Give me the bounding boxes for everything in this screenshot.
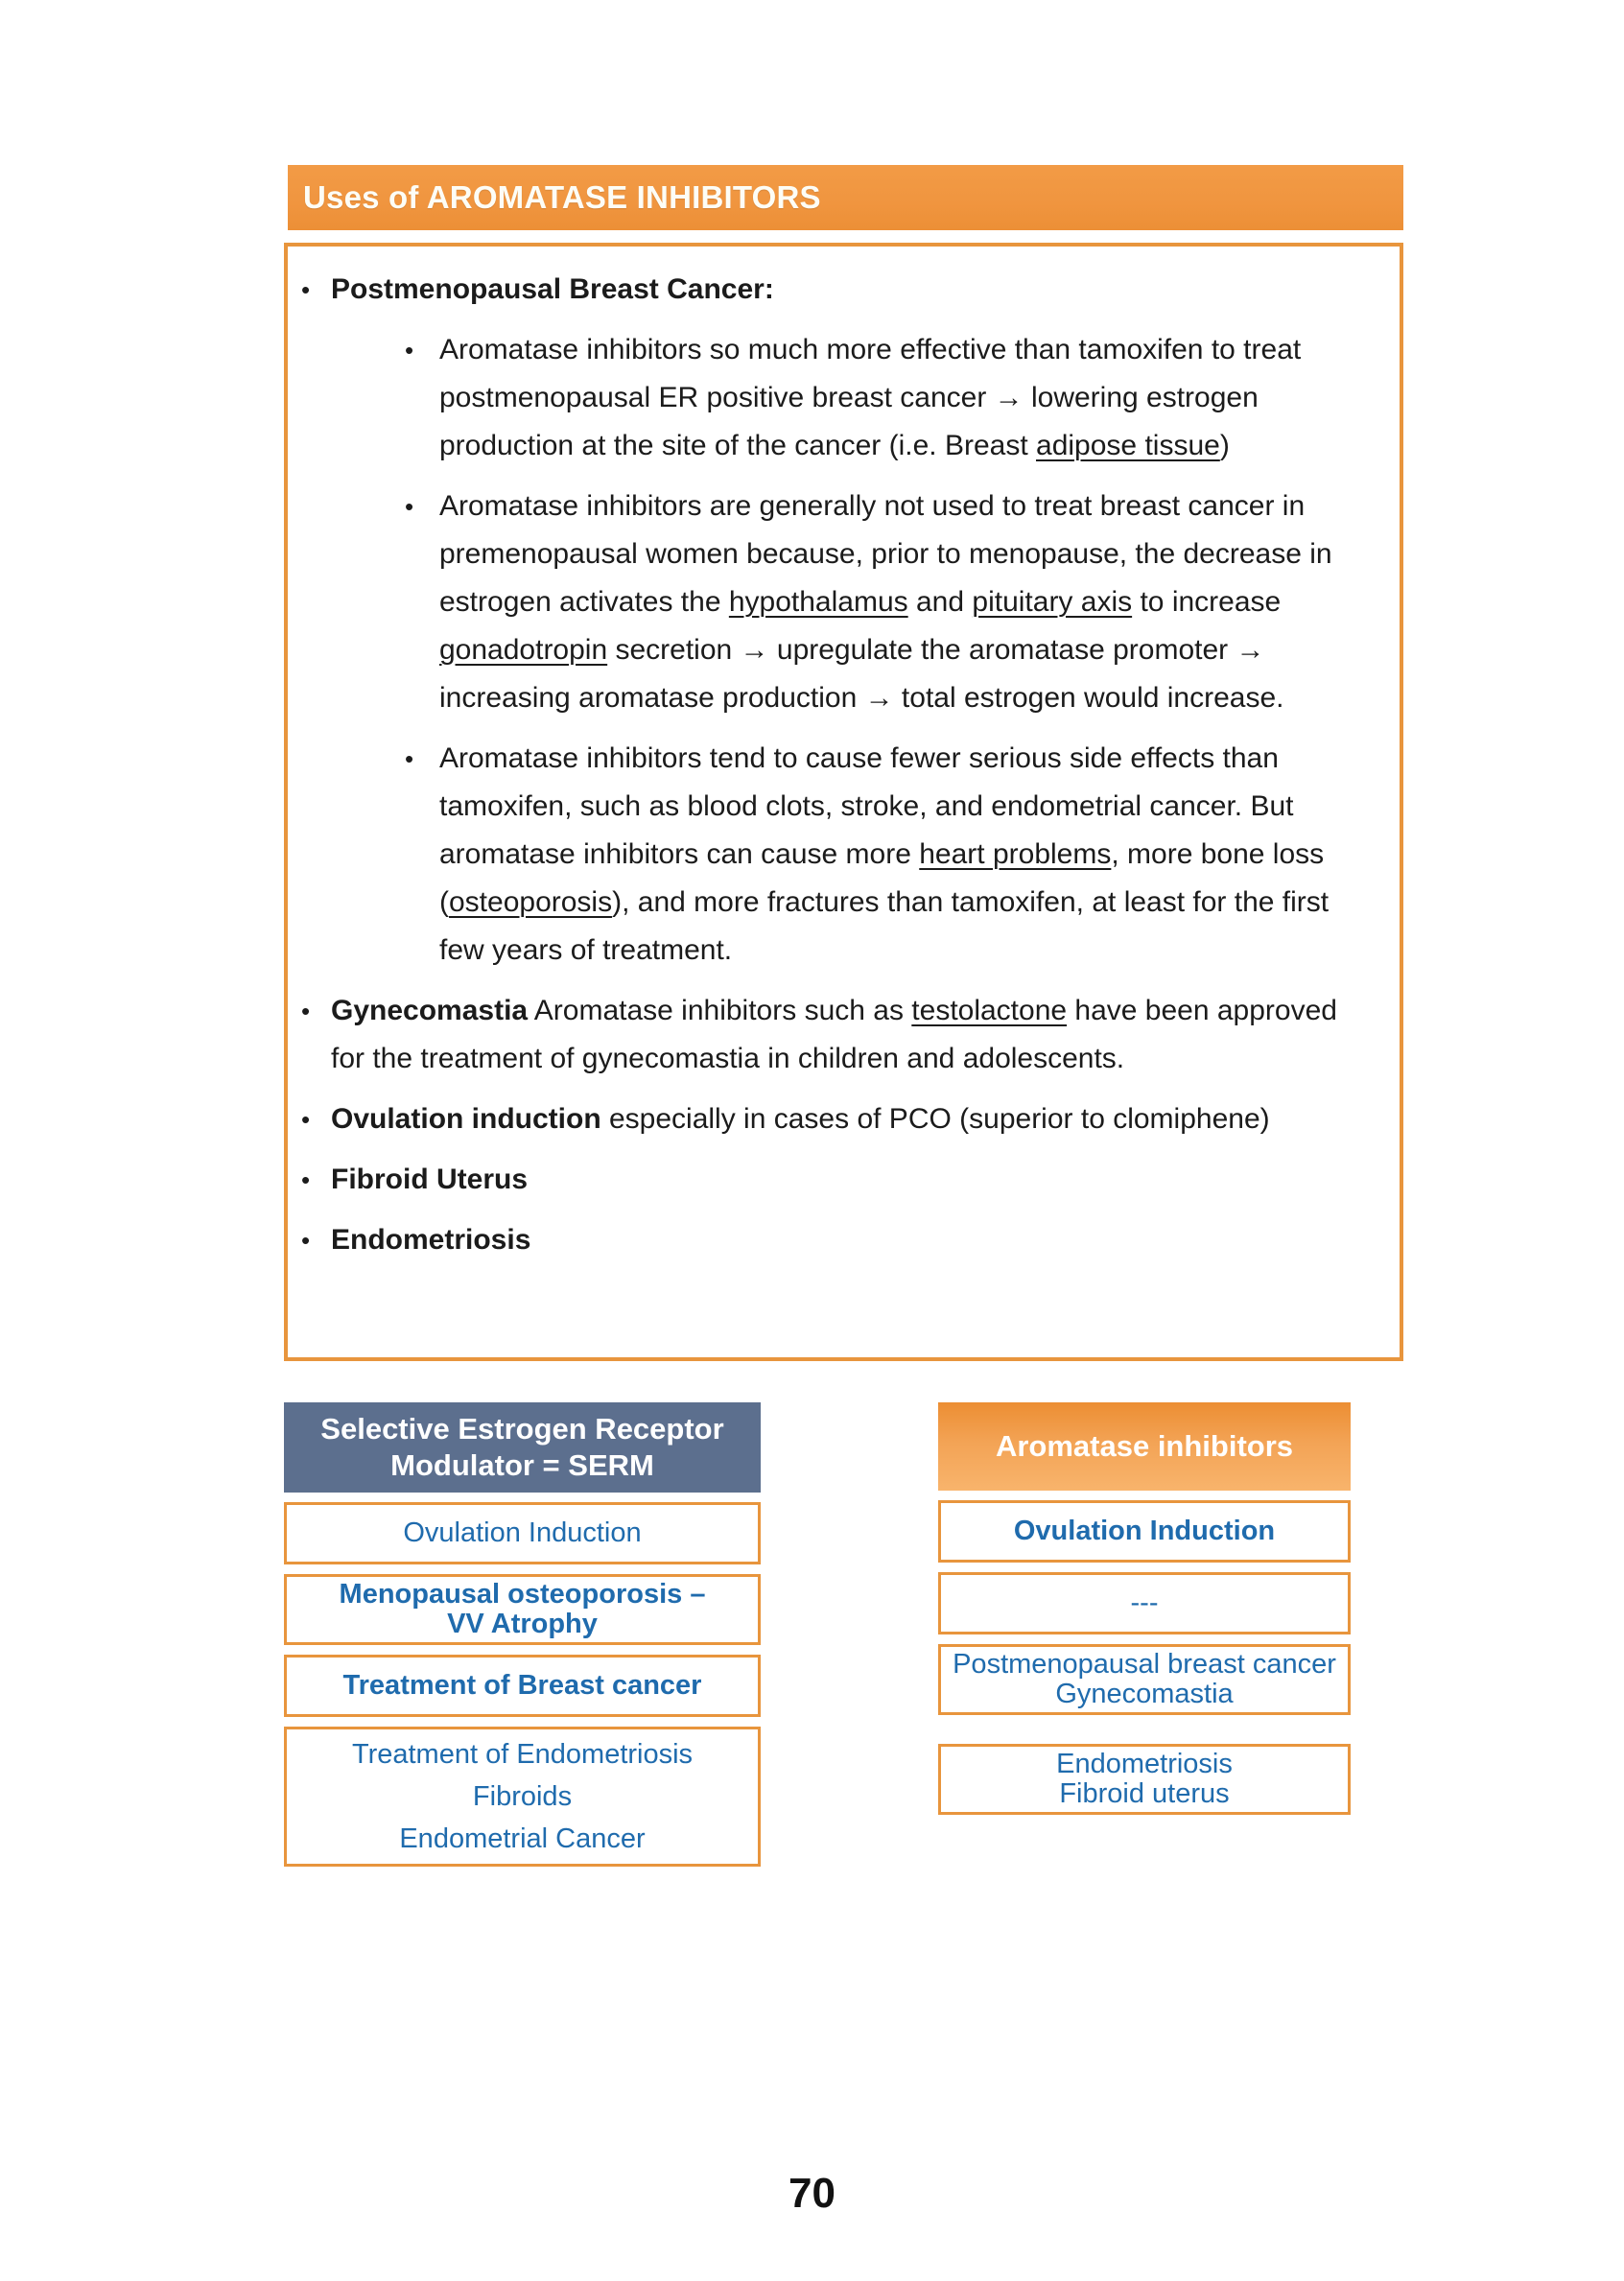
bullet-item	[288, 1095, 1388, 1143]
section-title: Uses of AROMATASE INHIBITORS	[303, 179, 821, 215]
bullet-item	[288, 1216, 1388, 1264]
table-row	[284, 1727, 761, 1867]
aromatase-table-rows	[938, 1500, 1351, 1815]
table-row-line: ---	[1130, 1587, 1159, 1618]
page-number: 70	[788, 2170, 836, 2217]
bullet-text: Gynecomastia Aromatase inhibitors such as testolactone have been approved for the treatment of gynecomastia in children and adolescents.	[331, 995, 1337, 1074]
bullet-dot: •	[405, 492, 414, 521]
table-row-line: Postmenopausal breast cancer	[953, 1649, 1336, 1680]
bullet-dot: •	[301, 275, 311, 304]
serm-table-rows	[284, 1502, 761, 1867]
table-row	[284, 1502, 761, 1564]
bullet-text: Aromatase inhibitors so much more effective than tamoxifen to treat postmenopausal ER positive breast cancer → lowering estrogen production at the site of the cancer (i.e. Breast adipose tissue)	[439, 334, 1302, 461]
bullet-list	[288, 266, 1388, 1264]
bullet-dot: •	[301, 997, 311, 1025]
bullet-item	[288, 266, 1388, 314]
bullet-text: Endometriosis	[331, 1224, 531, 1256]
table-row-line: Ovulation Induction	[403, 1517, 642, 1548]
bullet-item	[288, 735, 1388, 975]
bullet-item	[288, 326, 1388, 470]
table-row-line: Endometrial Cancer	[399, 1823, 646, 1854]
table-row	[938, 1572, 1351, 1634]
table-row-line: Fibroid uterus	[1059, 1778, 1230, 1809]
bullet-dot: •	[405, 336, 414, 364]
table-row-line: Fibroids	[472, 1781, 573, 1812]
table-row-line: Treatment of Endometriosis	[351, 1739, 694, 1770]
table-row-line: Ovulation Induction	[1013, 1516, 1276, 1546]
aromatase-table-header: Aromatase inhibitors	[938, 1402, 1351, 1491]
bullet-dot: •	[301, 1226, 311, 1255]
bullet-text: Postmenopausal Breast Cancer:	[331, 273, 774, 305]
serm-table-header: Selective Estrogen Receptor Modulator = SERM	[284, 1402, 761, 1493]
table-row-line: Gynecomastia	[1055, 1679, 1234, 1709]
table-row	[938, 1500, 1351, 1563]
bullet-item	[288, 1156, 1388, 1204]
bullet-item	[288, 987, 1388, 1083]
bullet-text: Ovulation induction especially in cases of PCO (superior to clomiphene)	[331, 1103, 1270, 1135]
bullet-text: Fibroid Uterus	[331, 1164, 529, 1195]
table-row	[938, 1644, 1351, 1715]
section-title-bar	[288, 165, 1403, 230]
bullet-dot: •	[301, 1105, 311, 1134]
content-box	[284, 243, 1403, 1361]
serm-table	[284, 1402, 761, 1867]
bullet-text: Aromatase inhibitors are generally not used to treat breast cancer in premenopausal women because, prior to menopause, the decrease in estrogen activates the hypothalamus and pituitary axis to increase gonadotropin secretion → upregulate the aromatase promoter → increasing aromatase production → total estrogen would increase.	[439, 490, 1332, 714]
bullet-dot: •	[405, 744, 414, 773]
table-row-line: VV Atrophy	[447, 1609, 598, 1639]
table-row	[284, 1655, 761, 1717]
aromatase-table	[938, 1402, 1351, 1815]
table-row-line: Treatment of Breast cancer	[342, 1670, 702, 1701]
bullet-text: Aromatase inhibitors tend to cause fewer serious side effects than tamoxifen, such as blood clots, stroke, and endometrial cancer. But aromatase inhibitors can cause more heart problems, more bone loss (osteoporosis), and more fractures than tamoxifen, at least for the first few years of treatment.	[439, 742, 1330, 966]
bullet-item	[288, 482, 1388, 722]
bullet-dot: •	[301, 1165, 311, 1194]
table-row-line: Endometriosis	[1056, 1749, 1233, 1779]
table-row	[938, 1744, 1351, 1815]
table-row	[284, 1574, 761, 1645]
table-row-line: Menopausal osteoporosis –	[339, 1579, 706, 1610]
